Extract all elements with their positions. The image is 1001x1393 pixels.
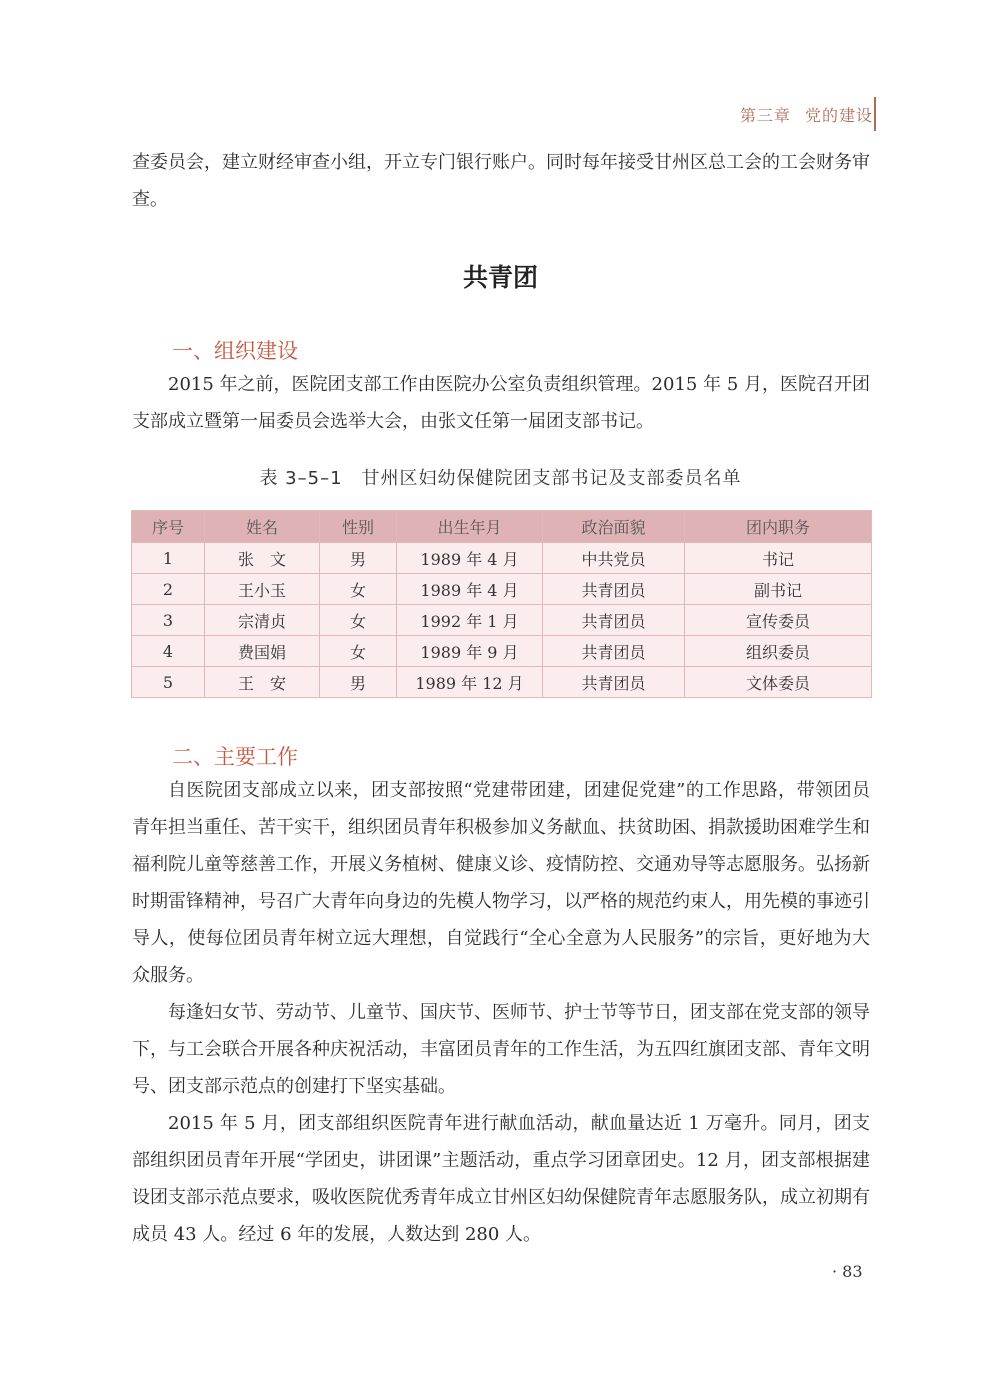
member-table bbox=[131, 510, 872, 698]
table-row bbox=[132, 636, 872, 667]
cell-index: 2 bbox=[132, 574, 205, 605]
cell-gender: 女 bbox=[320, 605, 397, 636]
cell-gender: 男 bbox=[320, 543, 397, 574]
page-number: · 83 bbox=[832, 1262, 863, 1281]
cell-political-status: 中共党员 bbox=[543, 543, 685, 574]
cell-birth: 1989 年 4 月 bbox=[397, 574, 543, 605]
cell-position: 副书记 bbox=[685, 574, 872, 605]
main-work-paragraph-1: 自医院团支部成立以来，团支部按照“党建带团建，团建促党建”的工作思路，带领团员青年担当重任、苦干实干，组织团员青年积极参加义务献血、扶贫助困、捐款援助困难学生和福利院儿童等慈善工作，开展义务植树、健康义诊、疫情防控、交通劝导等志愿服务。弘扬新时期雷锋精神，号召广大青年向身边的先模人物学习，以严格的规范约束人，用先模的事迹引导人，使每位团员青年树立远大理想，自觉践行“全心全意为人民服务”的宗旨，更好地为大众服务。 bbox=[132, 780, 870, 986]
table-caption: 表 3–5–1 甘州区妇幼保健院团支部书记及支部委员名单 bbox=[259, 468, 742, 489]
page-title: 共青团 bbox=[462, 263, 538, 292]
cell-gender: 女 bbox=[320, 636, 397, 667]
cell-index: 1 bbox=[132, 543, 205, 574]
cell-political-status: 共青团员 bbox=[543, 667, 685, 698]
cell-index: 4 bbox=[132, 636, 205, 667]
table-row bbox=[132, 543, 872, 574]
header-divider bbox=[874, 97, 876, 131]
header-chapter: 第三章 bbox=[739, 105, 791, 125]
table-row bbox=[132, 667, 872, 698]
cell-position: 文体委员 bbox=[685, 667, 872, 698]
cell-name: 费国娟 bbox=[205, 636, 320, 667]
col-header-position: 团内职务 bbox=[685, 511, 872, 543]
running-header bbox=[740, 97, 873, 131]
main-work-paragraph-2: 每逢妇女节、劳动节、儿童节、国庆节、医师节、护士节等节日，团支部在党支部的领导下，与工会联合开展各种庆祝活动，丰富团员青年的工作生活，为五四红旗团支部、青年文明号、团支部示范点的创建打下坚实基础。 bbox=[132, 1002, 870, 1097]
cell-position: 书记 bbox=[685, 543, 872, 574]
col-header-index: 序号 bbox=[132, 511, 205, 543]
organization-paragraph: 2015 年之前，医院团支部工作由医院办公室负责组织管理。2015 年 5 月，医院召开团支部成立暨第一届委员会选举大会，由张文任第一届团支部书记。 bbox=[132, 374, 870, 432]
cell-gender: 女 bbox=[320, 574, 397, 605]
cell-name: 王 安 bbox=[205, 667, 320, 698]
section-heading-main-work: 二、主要工作 bbox=[172, 745, 298, 769]
header-section: 党的建设 bbox=[804, 105, 873, 125]
cell-index: 5 bbox=[132, 667, 205, 698]
cell-gender: 男 bbox=[320, 667, 397, 698]
cell-name: 张 文 bbox=[205, 543, 320, 574]
intro-paragraph: 查委员会，建立财经审查小组，开立专门银行账户。同时每年接受甘州区总工会的工会财务审查。 bbox=[132, 152, 870, 210]
table-row bbox=[132, 605, 872, 636]
table-header-row bbox=[132, 511, 872, 543]
cell-political-status: 共青团员 bbox=[543, 574, 685, 605]
col-header-political-status: 政治面貌 bbox=[543, 511, 685, 543]
cell-birth: 1989 年 9 月 bbox=[397, 636, 543, 667]
section-heading-organization: 一、组织建设 bbox=[172, 339, 298, 363]
cell-birth: 1989 年 4 月 bbox=[397, 543, 543, 574]
cell-birth: 1992 年 1 月 bbox=[397, 605, 543, 636]
col-header-name: 姓名 bbox=[205, 511, 320, 543]
cell-birth: 1989 年 12 月 bbox=[397, 667, 543, 698]
cell-political-status: 共青团员 bbox=[543, 605, 685, 636]
col-header-birth: 出生年月 bbox=[397, 511, 543, 543]
table-row bbox=[132, 574, 872, 605]
cell-name: 宗清贞 bbox=[205, 605, 320, 636]
cell-political-status: 共青团员 bbox=[543, 636, 685, 667]
col-header-gender: 性别 bbox=[320, 511, 397, 543]
cell-name: 王小玉 bbox=[205, 574, 320, 605]
cell-position: 宣传委员 bbox=[685, 605, 872, 636]
main-work-paragraph-3: 2015 年 5 月，团支部组织医院青年进行献血活动，献血量达近 1 万毫升。同月，团支部组织团员青年开展“学团史，讲团课”主题活动，重点学习团章团史。12 月，团支部根据建设团支部示范点要求，吸收医院优秀青年成立甘州区妇幼保健院青年志愿服务队，成立初期有成员 43 人。经过 6 年的发展，人数达到 280 人。 bbox=[132, 1113, 870, 1245]
cell-position: 组织委员 bbox=[685, 636, 872, 667]
cell-index: 3 bbox=[132, 605, 205, 636]
